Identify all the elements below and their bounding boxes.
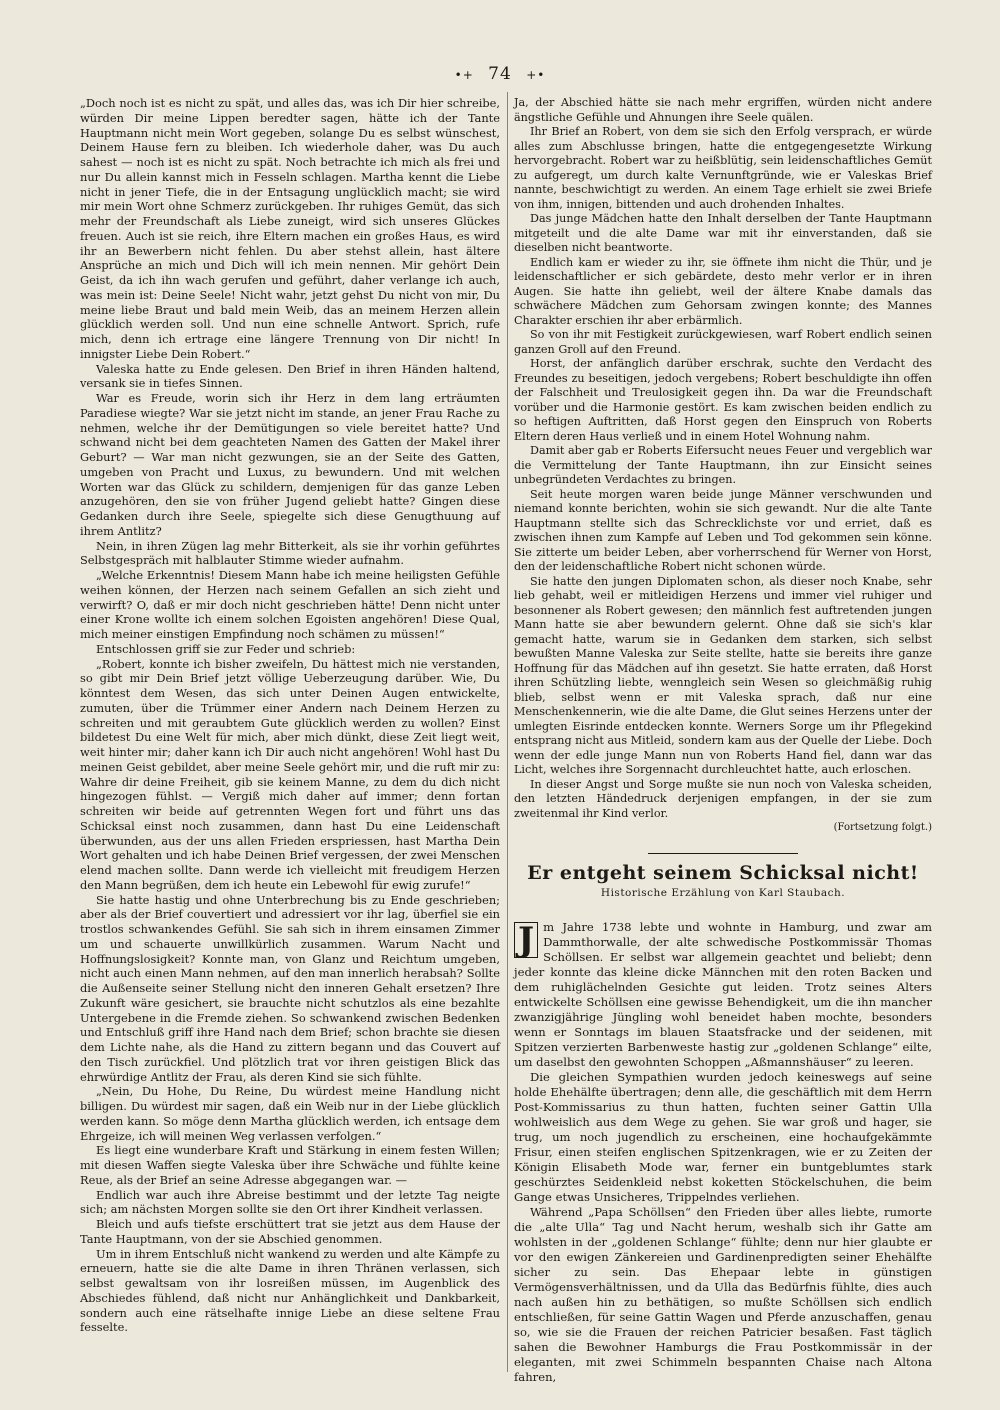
paragraph [514,920,932,1070]
page-number: 74 [488,64,512,84]
section-divider [648,853,798,854]
paragraph: Bleich und aufs tiefste erschüttert trat sie jetzt aus dem Hause der Tante Hauptmann, von der sie Abschied genommen. [80,1217,500,1246]
drop-cap: J [514,922,538,958]
paragraph: Sie hatte den jungen Diplomaten schon, als dieser noch Knabe, sehr lieb gehabt, weil er mitleidigen Herzens und immer viel ruhiger und besonnener als Robert gewesen; den männlich fest auftretenden jungen Mann hatte sie aber bewundern gelernt. Ohne daß sie sich's klar gemacht hatte, warum sie in Gedanken dem starken, sich selbst bewußten Manne Valeska zur Seite stellte, hatte sie bereits ihre ganze Hoffnung für das Mädchen auf ihn gesetzt. Sie hatte erraten, daß Horst ihren Schützling liebte, wenngleich sein Wesen so gleichmäßig ruhig blieb, selbst wenn er mit Valeska sprach, daß nur eine Menschenkennerin, wie die alte Dame, die Glut seines Herzens unter der umlegten Eisrinde entdecken konnte. Werners Sorge um ihr Pflegekind entsprang nicht aus Mitleid, sondern kam aus der Quelle der Liebe. Doch wenn der edle junge Mann nun von Roberts Hand fiel, dann war das Licht, welches ihre Sorgennacht durchleuchtet hatte, auch erloschen. [514,574,932,776]
paragraph: Das junge Mädchen hatte den Inhalt derselben der Tante Hauptmann mitgeteilt und die alte Dame war mit ihr einverstanden, daß sie dieselben nicht beantworte. [514,212,932,254]
paragraph: Die gleichen Sympathien wurden jedoch keineswegs auf seine holde Ehehälfte übertragen; denn alle, die geschäftlich mit dem Herrn Post-Kommissarius zu thun hatten, fuchten seiner Gattin Ulla wohlweislich aus dem Wege zu gehen. Sie war groß und hager, sie trug, um noch jugendlich zu erscheinen, eine hochaufgekämmte Frisur, einen steifen englischen Spitzenkragen, wie er zu Zeiten der Königin Elisabeth Mode war, ferner ein buntgeblumtes stark geschürztes Seidenkleid nebst koketten Stöckelschuhen, die beim Gange etwas Unsicheres, Trippelndes verliehen. [514,1070,932,1204]
paragraph: „Doch noch ist es nicht zu spät, und alles das, was ich Dir hier schreibe, würden Dir meine Lippen beredter sagen, hätte ich der Tante Hauptmann nicht mein Wort gegeben, solange Du es selbst wünschest, Deinem Hause fern zu bleiben. Ich wiederhole daher, was Du auch sahest — noch ist es nicht zu spät. Noch betrachte ich mich als frei und nur Du allein kannst mich in Fesseln schlagen. Martha kennt die Liebe nicht in jener Tiefe, die in der Entsagung unglücklich macht; sie wird mir mein Wort ohne Schmerz zurückgeben. Ihr ruhiges Gemüt, das sich mehr der Freundschaft als Liebe zuneigt, wird sich unseres Glückes freuen. Auch ist sie reich, ihre Eltern machen ein großes Haus, es wird ihr an Bewerbern nicht fehlen. Du aber stehst allein, hast ältere Ansprüche an mich und Dich will ich mein nennen. Mir gehört Dein Geist, da ich ihn wach gerufen und geführt, daher verlange ich auch, was mein ist: Deine Seele! Nicht wahr, jetzt gehst Du nicht von mir, Du meine liebe Braut und bald mein Weib, das an meinem Herzen allein glücklich werden soll. Und nun eine schnelle Antwort. Sprich, rufe mich, denn ich ertrage eine längere Trennung von Dir nicht! In innigster Liebe Dein Robert.“ [80,96,500,361]
ornament-left: •+ [454,68,474,82]
paragraph: War es Freude, worin sich ihr Herz in dem lang erträumten Paradiese wiegte? War sie jetzt nicht im stande, an jener Frau Rache zu nehmen, welche ihr der Demütigungen so viele bereitet hatte? Und schwand nicht bei dem geachteten Namen des Gatten der Makel ihrer Geburt? — War man nicht gezwungen, sie an der Seite des Gatten, umgeben von Pracht und Luxus, zu bewundern. Und mit welchen Worten war das Glück zu schildern, demjenigen für das ganze Leben anzugehören, den sie von früher Jugend geliebt hatte? Gingen diese Gedanken durch ihre Seele, spiegelte sich diese Genugthuung auf ihrem Antlitz? [80,391,500,538]
paragraph: Sie hatte hastig und ohne Unterbrechung bis zu Ende geschrieben; aber als der Brief couvertiert und adressiert vor ihr lag, überfiel sie ein trostlos schwankendes Gefühl. Sie sah sich in ihrem einsamen Zimmer um und schauerte unwillkürlich zusammen. Warum Nacht und Hoffnungslosigkeit? Konnte man, von Glanz und Reichtum umgeben, nicht auch einen Mann nehmen, auf den man innerlich herabsah? Sollte die Außenseite seiner Stellung nicht den inneren Gehalt ersetzen? Ihre Zukunft wäre gesichert, sie brauchte nicht schutzlos als eine bezahlte Untergebene in die Fremde ziehen. So schwankend zwischen Bedenken und Entschluß griff ihre Hand nach dem Brief; schon brachte sie diesen dem Lichte nahe, als die Hand zu zittern begann und das Couvert auf den Tisch zurückfiel. Und plötzlich trat vor ihren geistigen Blick das ehrwürdige Antlitz der Frau, als deren Kind sie sich fühlte. [80,892,500,1084]
paragraph: Horst, der anfänglich darüber erschrak, suchte den Verdacht des Freundes zu beseitigen, jedoch vergebens; Robert beschuldigte ihn offen der Falschheit und Treulosigkeit gegen ihn. Da war die Freundschaft vorüber und die Harmonie gestört. Es kam zwischen beiden endlich zu so heftigen Auftritten, daß Horst gegen den Einspruch von Roberts Eltern deren Haus verließ und in einem Hotel Wohnung nahm. [514,357,932,443]
paragraph: So von ihr mit Festigkeit zurückgewiesen, warf Robert endlich seinen ganzen Groll auf den Freund. [514,328,932,356]
page-header [0,64,1000,84]
story-subtitle: Historische Erzählung von Karl Staubach. [600,887,846,899]
paragraph: „Nein, Du Hohe, Du Reine, Du würdest meine Handlung nicht billigen. Du würdest mir sagen, daß ein Weib nur in der Liebe glücklich werden kann. So möge denn Martha glücklich werden, ich entsage dem Ehrgeize, ich will meinen Weg verlassen verfolgen.“ [80,1084,500,1143]
paragraph: Während „Papa Schöllsen“ den Frieden über alles liebte, rumorte die „alte Ulla“ Tag und Nacht herum, weshalb sich ihr Gatte am wohlsten in der „goldenen Schlange“ fühlte; denn nur hier glaubte er vor den ewigen Zänkereien und Gardinenpredigten seiner Ehehälfte sicher zu sein. Das Ehepaar lebte in günstigen Vermögensverhältnissen, und da Ulla das Bedürfnis fühlte, dies auch nach außen hin zu bethätigen, so mußte Schöllsen sich endlich entschließen, für seine Gattin Wagen und Pferde anzuschaffen, genau so, wie sie die Frauen der reichen Patricier besaßen. Fast täglich sahen die Bewohner Hamburgs die Frau Postkommissär in der eleganten, mit zwei Schimmeln bespannten Chaise nach Altona fahren, [514,1205,932,1384]
paragraph-text: m Jahre 1738 lebte und wohnte in Hamburg, und zwar am Dammthorwalle, der alte schwedische Postkommissär Thomas Schöllsen. Er selbst war allgemein geachtet und beliebt; denn jeder konnte das kleine dicke Männchen mit den roten Backen und dem ruhiglächelnden Gesichte gut leiden. Trotz seines Alters entwickelte Schöllsen eine gewisse Behendigkeit, um die ihn mancher zwanzigjährige Jüngling wohl beneidet haben mochte, besonders wenn er Sonntags im blauen Staatsfracke und der seidenen, mit Spitzen verzierten Barbenweste hastig zur „goldenen Schlange“ eilte, um daselbst den gewohnten Schoppen „Aßmannshäuser“ zu leeren. [514,920,932,1069]
story-body [514,920,932,1385]
paragraph: In dieser Angst und Sorge mußte sie nun noch von Valeska scheiden, den letzten Händedruck derjenigen empfangen, in der sie zum zweitenmal ihr Kind verlor. [514,777,932,820]
paragraph: Um in ihrem Entschluß nicht wankend zu werden und alte Kämpfe zu erneuern, hatte sie die alte Dame in ihren Thränen verlassen, sich selbst gewaltsam von ihr losreißen müssen, im Augenblick des Abschiedes fühlend, daß nicht nur Anhänglichkeit und Dankbarkeit, sondern auch eine rätselhafte innige Liebe an diese seltene Frau fesselte. [80,1246,500,1335]
paragraph: Ja, der Abschied hätte sie nach mehr ergriffen, würden nicht andere ängstliche Gefühle und Ahnungen ihre Seele quälen. [514,96,932,124]
paragraph: „Robert, konnte ich bisher zweifeln, Du hättest mich nie verstanden, so gibt mir Dein Brief jetzt völlige Ueberzeugung darüber. Wie, Du könntest dem Wesen, das sich unter Deinen Augen entwickelte, zumuten, über die Trümmer einer Andern nach Deinem Herzen zu schreiten und mit geraubtem Gute glücklich werden zu wollen? Einst bildetest Du eine Welt für mich, aber mich dünkt, diese Zeit liegt weit, weit hinter mir; daher kann ich Dir auch nicht angehören! Wohl hast Du meinen Geist gebildet, aber meine Seele gehört mir, und die ruft mir zu: Wahre dir deine Freiheit, gib sie keinem Manne, zu dem du dich nicht hingezogen fühlst. — Vergiß mich daher auf immer; denn fortan schreiten wir beide auf getrennten Wegen fort und führt uns das Schicksal einst noch zusammen, dann hast Du eine Leidenschaft überwunden, aus der uns allen Frieden erspriessen, hast Martha Dein Wort gehalten und ich habe Deinen Brief vergessen, der zwei Menschen elend machen sollte. Dann werde ich vielleicht mit freudigem Herzen den Mann begrüßen, dem ich heute ein Lebewohl für ewig zurufe!“ [80,656,500,892]
ornament-right: +• [526,68,546,82]
column-rule [507,92,508,1372]
paragraph: Seit heute morgen waren beide junge Männer verschwunden und niemand konnte berichten, wohin sie sich gewandt. Nur die alte Tante Hauptmann stellte sich das Schrecklichste vor und erriet, daß es zwischen ihnen zum Kampfe auf Leben und Tod gekommen sein könne. Sie zitterte um beider Leben, aber vorherrschend für Werner von Horst, den der leidenschaftliche Robert nicht schonen würde. [514,487,932,573]
paragraph: Es liegt eine wunderbare Kraft und Stärkung in einem festen Willen; mit diesen Waffen siegte Valeska über ihre Schwäche und fühlte keine Reue, als der Brief an seine Adresse abgegangen war. — [80,1143,500,1187]
paragraph: Endlich kam er wieder zu ihr, sie öffnete ihm nicht die Thür, und je leidenschaftlicher er sich gebärdete, desto mehr verlor er in ihren Augen. Sie hatte ihn geliebt, weil der ältere Knabe damals das schwächere Mädchen zum Gehorsam zwingen konnte; des Mannes Charakter erschien ihr aber erbärmlich. [514,255,932,327]
story-heading [514,862,932,899]
paragraph: Valeska hatte zu Ende gelesen. Den Brief in ihren Händen haltend, versank sie in tiefes Sinnen. [80,361,500,391]
paragraph: Endlich war auch ihre Abreise bestimmt und der letzte Tag neigte sich; am nächsten Morgen sollte sie den Ort ihrer Kindheit verlassen. [80,1187,500,1217]
right-column-top [514,96,932,836]
story-title: Er entgeht seinem Schicksal nicht! [527,862,919,884]
paragraph: Entschlossen griff sie zur Feder und schrieb: [96,641,356,656]
paragraph: „Welche Erkenntnis! Diesem Mann habe ich meine heiligsten Gefühle weihen können, der Herzen nach seinem Gefallen an sich zieht und verwirft? O, daß er mir doch nicht geschrieben hätte! Denn nicht unter einer Krone wollte ich einem solchen Egoisten angehören! Diese Qual, mich meiner einstigen Empfindung noch schämen zu müssen!“ [80,568,500,641]
left-column [80,96,500,1335]
paragraph: Damit aber gab er Roberts Eifersucht neues Feuer und vergeblich war die Vermittelung der Tante Hauptmann, ihn zur Einsicht seines unbegründeten Verdachtes zu bringen. [514,444,932,486]
continuation-note: (Fortsetzung folgt.) [833,822,932,833]
paragraph: Ihr Brief an Robert, von dem sie sich den Erfolg versprach, er würde alles zum Abschlusse bringen, hatte die entgegengesetzte Wirkung hervorgebracht. Robert war zu heißblütig, sein leidenschaftliches Gemüt zu aufgeregt, um durch kalte Vernunftgründe, wie er Valeskas Brief nannte, beschwichtigt zu werden. An einem Tage erhielt sie zwei Briefe von ihm, innigen, bittenden und auch drohenden Inhaltes. [514,125,932,211]
paragraph: Nein, in ihren Zügen lag mehr Bitterkeit, als sie ihr vorhin geführtes Selbstgespräch mit halblauter Stimme wieder aufnahm. [80,538,500,568]
